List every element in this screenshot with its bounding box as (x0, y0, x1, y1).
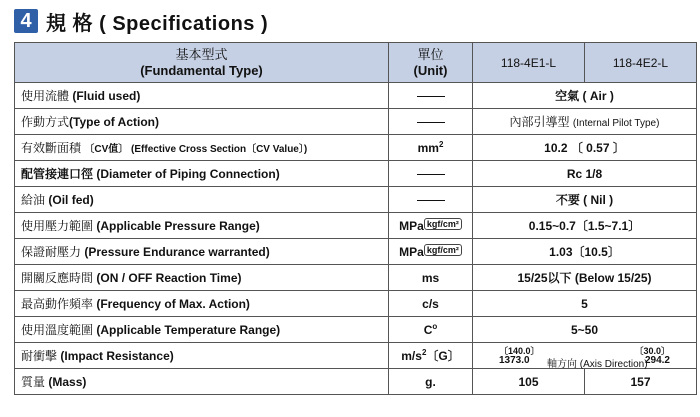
row-value: 5~50 (473, 317, 697, 343)
table-row (15, 291, 697, 317)
row-label: 使用壓力範圍 (Applicable Pressure Range) (15, 213, 389, 239)
table-row (15, 135, 697, 161)
section-number: 4 (14, 9, 38, 33)
table-row (15, 343, 697, 369)
table-row (15, 161, 697, 187)
row-unit: $mm^2$ (389, 135, 473, 161)
row-label: 作動方式(Type of Action) (15, 109, 389, 135)
row-value (473, 343, 697, 369)
row-label: 耐衝擊 (Impact Resistance) (15, 343, 389, 369)
table-row (15, 369, 697, 395)
table-row (15, 109, 697, 135)
row-unit (389, 109, 473, 135)
section-heading (14, 6, 268, 36)
row-label: 給油 (Oil fed) (15, 187, 389, 213)
impact-g-right: 〔30.0〕 (634, 346, 670, 356)
row-value: 15/25以下 (Below 15/25) (473, 265, 697, 291)
row-label: 保證耐壓力 (Pressure Endurance warranted) (15, 239, 389, 265)
row-value: 10.2 〔 0.57 〕 (473, 135, 697, 161)
row-unit (389, 187, 473, 213)
section-title: 規 格 ( Specifications ) (46, 12, 269, 35)
table-row (15, 213, 697, 239)
impact-value-right: 294.2 (644, 355, 670, 366)
row-label: 使用溫度範圍 (Applicable Temperature Range) (15, 317, 389, 343)
impact-axis-label: 軸方向 (Axis Direction) (547, 359, 648, 370)
dash-mark (417, 200, 445, 201)
table-row (15, 317, 697, 343)
header-model-1: 118-4E1-L (473, 43, 585, 83)
row-value-model-1: 105 (473, 369, 585, 395)
table-row (15, 265, 697, 291)
impact-g-left: 〔140.0〕 (499, 346, 540, 356)
dash-mark (417, 174, 445, 175)
row-unit: g. (389, 369, 473, 395)
row-value-model-2: 157 (585, 369, 697, 395)
row-value: 空氣 ( Air ) (473, 83, 697, 109)
dash-mark (417, 122, 445, 123)
header-unit: 單位 (Unit) (389, 43, 473, 83)
row-label: 最高動作頻率 (Frequency of Max. Action) (15, 291, 389, 317)
row-unit (389, 161, 473, 187)
row-value: 1.03〔10.5〕 (473, 239, 697, 265)
impact-value-left: 1373.0 (499, 355, 530, 366)
row-label: 配管接連口徑 (Diameter of Piping Connection) (15, 161, 389, 187)
row-unit (389, 83, 473, 109)
table-row (15, 187, 697, 213)
row-label: 有效斷面積 〔CV值〕 (Effective Cross Section〔CV Value〕) (15, 135, 389, 161)
row-unit: c/s (389, 291, 473, 317)
table-header-row (15, 43, 697, 83)
specifications-table (14, 42, 697, 395)
header-item: 基本型式 (Fundamental Type) (15, 43, 389, 83)
row-unit: $m/s^2$〔G〕 (389, 343, 473, 369)
row-value: 不要 ( Nil ) (473, 187, 697, 213)
table-row (15, 239, 697, 265)
row-label: 質量 (Mass) (15, 369, 389, 395)
row-unit: MPa $^{kgf/cm^2}$ (389, 239, 473, 265)
header-model-2: 118-4E2-L (585, 43, 697, 83)
row-label: 使用流體 (Fluid used) (15, 83, 389, 109)
row-value: Rc 1/8 (473, 161, 697, 187)
dash-mark (417, 96, 445, 97)
row-unit: $C^o$ (389, 317, 473, 343)
table-row (15, 83, 697, 109)
row-unit: MPa $^{kgf/cm^2}$ (389, 213, 473, 239)
row-value: 0.15~0.7〔1.5~7.1〕 (473, 213, 697, 239)
row-label: 開關反應時間 (ON / OFF Reaction Time) (15, 265, 389, 291)
row-value: 5 (473, 291, 697, 317)
row-unit: ms (389, 265, 473, 291)
row-value: 內部引導型 (Internal Pilot Type) (473, 109, 697, 135)
